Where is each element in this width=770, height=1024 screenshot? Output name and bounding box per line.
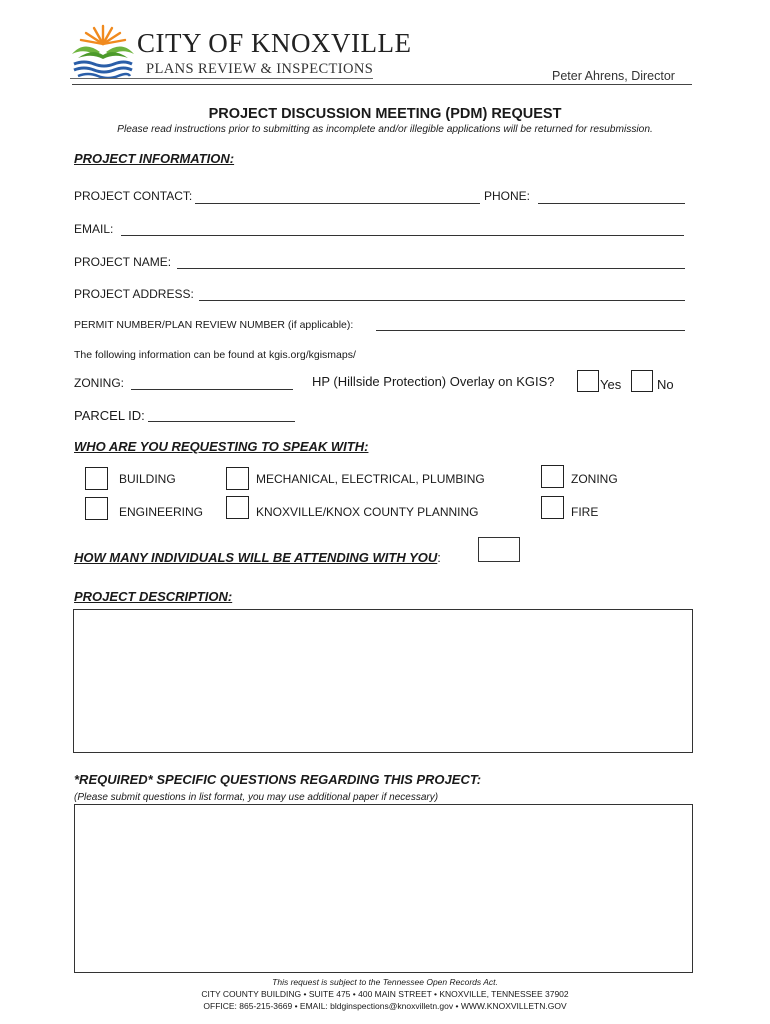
footer-records-note: This request is subject to the Tennessee Open Records Act. [272, 977, 498, 987]
footer-address: CITY COUNTY BUILDING • SUITE 475 • 400 MAIN STREET • KNOXVILLE, TENNESSEE 37902 [201, 989, 569, 999]
mep-checkbox[interactable] [226, 467, 249, 490]
mep-label: MECHANICAL, ELECTRICAL, PLUMBING [256, 472, 485, 486]
hp-question: HP (Hillside Protection) Overlay on KGIS? [312, 374, 555, 389]
zoning-field[interactable] [131, 389, 293, 390]
hp-no-checkbox[interactable] [631, 370, 653, 392]
kgis-note: The following information can be found at kgis.org/kgismaps/ [74, 349, 356, 361]
parcel-id-label: PARCEL ID: [74, 408, 145, 423]
zoning-option-label: ZONING [571, 472, 618, 486]
attendees-count-input[interactable] [478, 537, 520, 562]
project-address-label: PROJECT ADDRESS: [74, 287, 194, 301]
parcel-id-field[interactable] [148, 421, 295, 422]
fire-checkbox[interactable] [541, 496, 564, 519]
zoning-checkbox[interactable] [541, 465, 564, 488]
questions-heading: *REQUIRED* SPECIFIC QUESTIONS REGARDING THIS PROJECT: [74, 772, 482, 787]
project-description-textarea[interactable] [73, 609, 693, 753]
permit-number-field[interactable] [376, 330, 685, 331]
instructions: Please read instructions prior to submitting as incomplete and/or illegible applications will be returned for resubmission. [117, 124, 653, 135]
project-contact-field[interactable] [195, 203, 480, 204]
city-logo-icon [70, 22, 136, 78]
fire-label: FIRE [571, 505, 599, 519]
project-info-heading: PROJECT INFORMATION: [74, 151, 235, 166]
questions-note: (Please submit questions in list format, you may use additional paper if necessary) [74, 792, 439, 803]
footer-contact: OFFICE: 865-215-3669 • EMAIL: bldginspections@knoxvilletn.gov • WWW.KNOXVILLETN.GOV [203, 1001, 567, 1011]
logo-rule [70, 78, 373, 79]
planning-label: KNOXVILLE/KNOX COUNTY PLANNING [256, 505, 479, 519]
email-field[interactable] [121, 235, 684, 236]
building-label: BUILDING [119, 472, 176, 486]
project-contact-label: PROJECT CONTACT: [74, 189, 193, 203]
hp-no-label: No [657, 377, 674, 392]
questions-textarea[interactable] [74, 804, 693, 973]
hp-yes-checkbox[interactable] [577, 370, 599, 392]
email-label: EMAIL: [74, 222, 114, 236]
header-rule [72, 84, 692, 85]
page-title: PROJECT DISCUSSION MEETING (PDM) REQUEST [208, 106, 562, 122]
engineering-checkbox[interactable] [85, 497, 108, 520]
hp-yes-label: Yes [600, 377, 622, 392]
project-name-field[interactable] [177, 268, 685, 269]
zoning-label: ZONING: [74, 376, 124, 390]
permit-number-label: PERMIT NUMBER/PLAN REVIEW NUMBER (if applicable): [74, 319, 354, 331]
phone-field[interactable] [538, 203, 685, 204]
attendees-label: HOW MANY INDIVIDUALS WILL BE ATTENDING WITH YOU [74, 550, 438, 565]
building-checkbox[interactable] [85, 467, 108, 490]
attendees-question [74, 549, 441, 567]
project-name-label: PROJECT NAME: [74, 255, 172, 269]
org-dept: PLANS REVIEW & INSPECTIONS [146, 61, 374, 77]
attendees-colon: : [437, 550, 441, 565]
org-name: CITY OF KNOXVILLE [137, 28, 412, 58]
planning-checkbox[interactable] [226, 496, 249, 519]
speak-with-heading: WHO ARE YOU REQUESTING TO SPEAK WITH: [74, 439, 369, 454]
engineering-label: ENGINEERING [119, 505, 204, 519]
project-address-field[interactable] [199, 300, 685, 301]
director-name: Peter Ahrens, Director [552, 69, 675, 83]
phone-label: PHONE: [484, 189, 531, 203]
project-description-heading: PROJECT DESCRIPTION: [74, 589, 233, 604]
